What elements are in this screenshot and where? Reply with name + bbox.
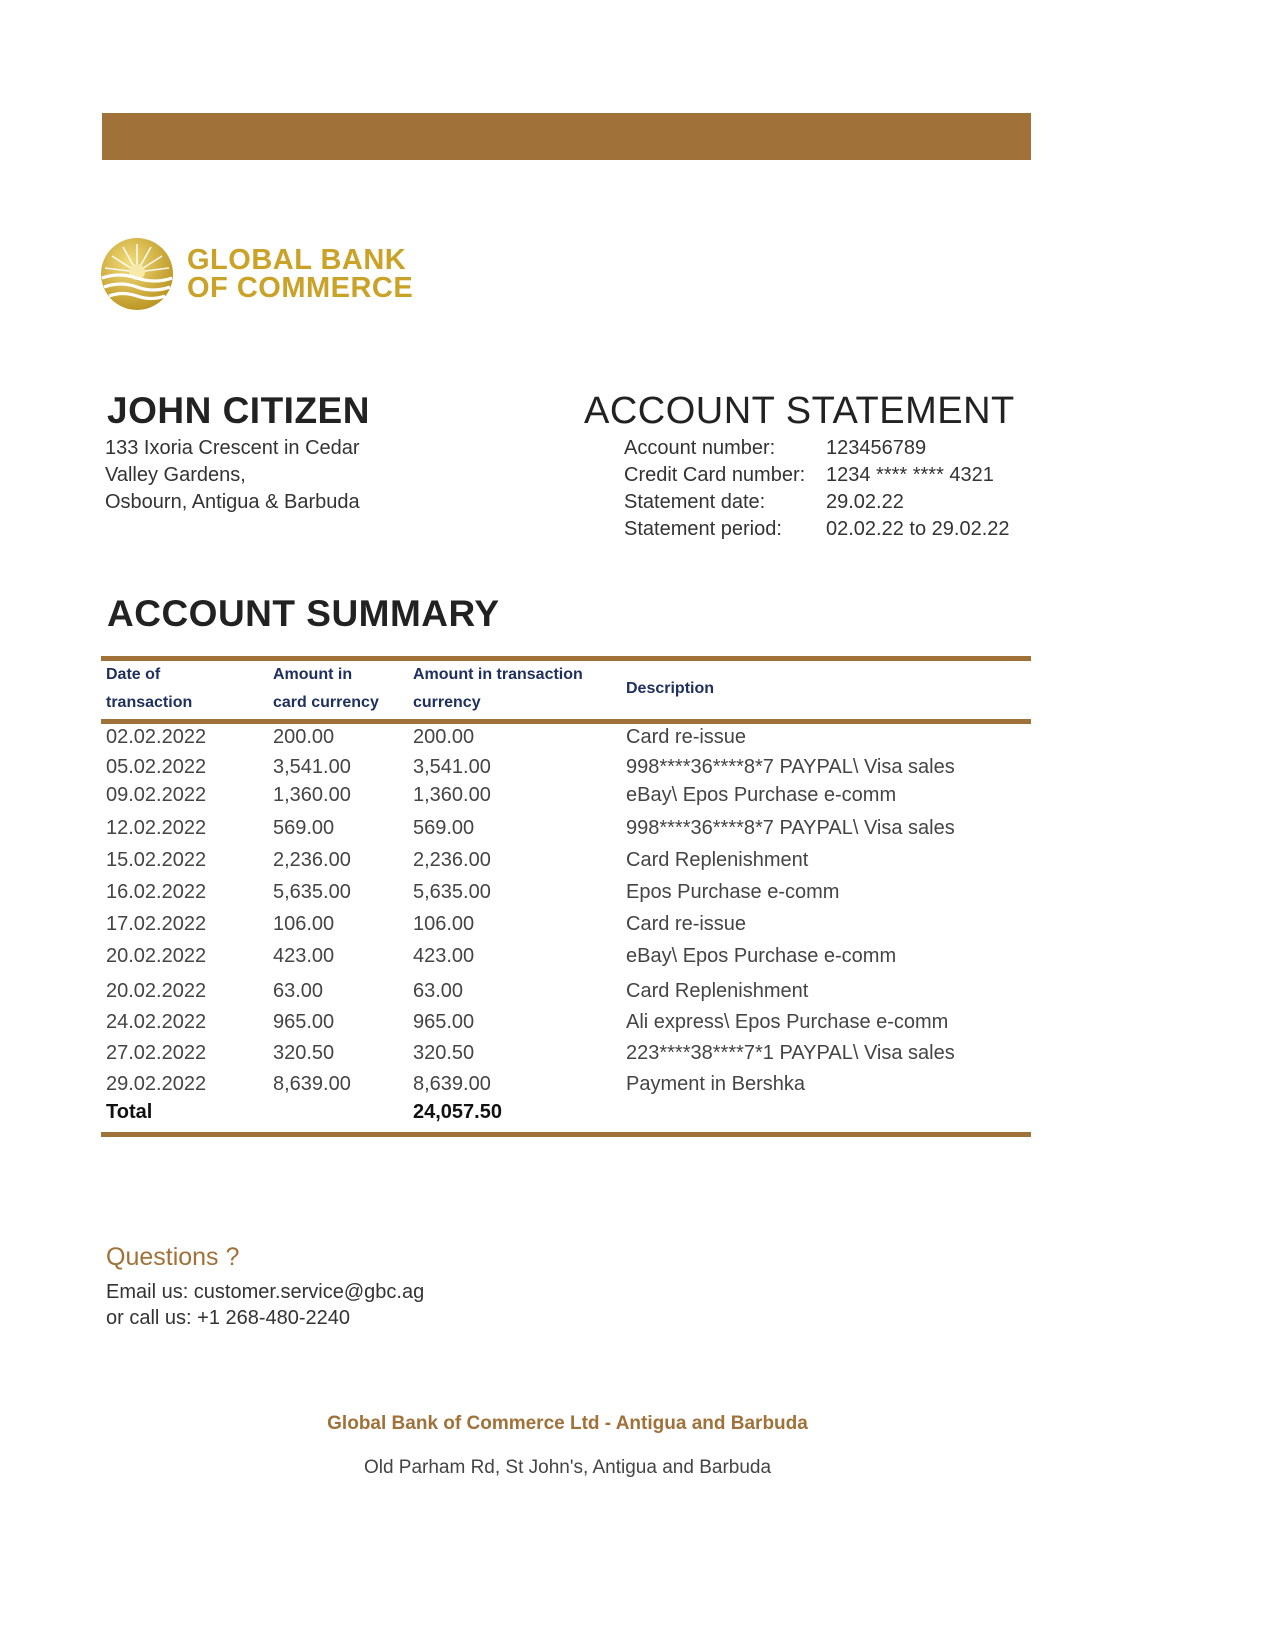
table-row bbox=[101, 784, 1031, 814]
customer-address bbox=[105, 435, 360, 516]
cell-card-amount: 3,541.00 bbox=[273, 756, 351, 778]
cell-trans-amount: 63.00 bbox=[413, 980, 464, 1002]
cell-description: Epos Purchase e-comm bbox=[626, 881, 840, 903]
table-row bbox=[101, 1042, 1031, 1072]
cell-description: Payment in Bershka bbox=[626, 1073, 805, 1095]
address-line: Valley Gardens, bbox=[105, 464, 246, 486]
header-trans-amount bbox=[413, 661, 583, 717]
cell-description: Card Replenishment bbox=[626, 849, 809, 871]
cell-card-amount: 569.00 bbox=[273, 817, 335, 839]
address-line: 133 Ixoria Crescent in Cedar bbox=[105, 437, 360, 459]
cell-card-amount: 63.00 bbox=[273, 980, 324, 1002]
cell-trans-amount: 106.00 bbox=[413, 913, 475, 935]
total-label: Total bbox=[106, 1101, 153, 1123]
cell-description: 223****38****7*1 PAYPAL\ Visa sales bbox=[626, 1042, 955, 1064]
cell-trans-amount: 2,236.00 bbox=[413, 849, 491, 871]
statement-date-row bbox=[624, 489, 1010, 516]
header-text: Amount in transaction bbox=[413, 666, 583, 683]
header-card-amount bbox=[273, 661, 379, 717]
cell-description: eBay\ Epos Purchase e-comm bbox=[626, 945, 897, 967]
header-color-bar bbox=[102, 113, 1031, 160]
cell-description: 998****36****8*7 PAYPAL\ Visa sales bbox=[626, 756, 955, 778]
email-line: Email us: customer.service@gbc.ag bbox=[106, 1281, 425, 1303]
field-value: 29.02.22 bbox=[826, 491, 904, 513]
card-number-row bbox=[624, 462, 1010, 489]
account-number-row bbox=[624, 435, 1010, 462]
cell-date: 16.02.2022 bbox=[106, 881, 207, 903]
cell-trans-amount: 423.00 bbox=[413, 945, 475, 967]
bank-logo bbox=[99, 236, 413, 312]
table-body bbox=[101, 724, 1031, 1132]
cell-date: 24.02.2022 bbox=[106, 1011, 207, 1033]
table-bottom-rule bbox=[101, 1132, 1031, 1137]
table-row bbox=[101, 881, 1031, 911]
cell-trans-amount: 3,541.00 bbox=[413, 756, 491, 778]
table-row bbox=[101, 1011, 1031, 1041]
table-row bbox=[101, 913, 1031, 943]
cell-date: 09.02.2022 bbox=[106, 784, 207, 806]
cell-description: Card re-issue bbox=[626, 726, 747, 748]
customer-name: JOHN CITIZEN bbox=[107, 390, 370, 431]
field-label: Account number: bbox=[624, 437, 776, 459]
bank-name-line1: GLOBAL BANK bbox=[187, 244, 407, 276]
cell-description: Card re-issue bbox=[626, 913, 747, 935]
header-description: Description bbox=[626, 680, 715, 697]
cell-description: eBay\ Epos Purchase e-comm bbox=[626, 784, 897, 806]
cell-description: 998****36****8*7 PAYPAL\ Visa sales bbox=[626, 817, 955, 839]
cell-date: 27.02.2022 bbox=[106, 1042, 207, 1064]
cell-description: Ali express\ Epos Purchase e-comm bbox=[626, 1011, 949, 1033]
cell-date: 20.02.2022 bbox=[106, 945, 207, 967]
header-date bbox=[106, 661, 192, 717]
phone-line: or call us: +1 268-480-2240 bbox=[106, 1307, 351, 1329]
field-label: Credit Card number: bbox=[624, 464, 806, 486]
cell-card-amount: 200.00 bbox=[273, 726, 335, 748]
footer-company: Global Bank of Commerce Ltd - Antigua and Barbuda bbox=[327, 1413, 808, 1434]
cell-date: 20.02.2022 bbox=[106, 980, 207, 1002]
table-row bbox=[101, 756, 1031, 786]
cell-card-amount: 320.50 bbox=[273, 1042, 335, 1064]
header-text: transaction bbox=[106, 694, 193, 711]
cell-trans-amount: 1,360.00 bbox=[413, 784, 491, 806]
field-value: 02.02.22 to 29.02.22 bbox=[826, 518, 1010, 540]
table-row bbox=[101, 945, 1031, 975]
cell-card-amount: 106.00 bbox=[273, 913, 335, 935]
header-text: Amount in bbox=[273, 666, 353, 683]
cell-date: 29.02.2022 bbox=[106, 1073, 207, 1095]
field-label: Statement period: bbox=[624, 518, 782, 540]
statement-details bbox=[624, 435, 1010, 543]
bank-name-line2: OF COMMERCE bbox=[187, 272, 414, 304]
contact-info bbox=[106, 1279, 424, 1331]
table-row bbox=[101, 849, 1031, 879]
transactions-table bbox=[101, 656, 1031, 1137]
cell-date: 12.02.2022 bbox=[106, 817, 207, 839]
table-row bbox=[101, 817, 1031, 847]
table-row bbox=[101, 726, 1031, 756]
cell-date: 05.02.2022 bbox=[106, 756, 207, 778]
table-header bbox=[101, 661, 1031, 719]
header-text: card currency bbox=[273, 694, 379, 711]
cell-card-amount: 965.00 bbox=[273, 1011, 335, 1033]
table-row bbox=[101, 980, 1031, 1010]
header-text: currency bbox=[413, 694, 481, 711]
bank-name bbox=[187, 246, 413, 302]
sun-emblem-icon bbox=[99, 236, 175, 312]
cell-trans-amount: 200.00 bbox=[413, 726, 475, 748]
field-value: 123456789 bbox=[826, 437, 927, 459]
questions-heading: Questions ? bbox=[106, 1243, 240, 1271]
cell-description: Card Replenishment bbox=[626, 980, 809, 1002]
cell-card-amount: 8,639.00 bbox=[273, 1073, 351, 1095]
total-row bbox=[101, 1101, 1031, 1131]
footer-address: Old Parham Rd, St John's, Antigua and Barbuda bbox=[363, 1457, 772, 1478]
cell-card-amount: 423.00 bbox=[273, 945, 335, 967]
cell-card-amount: 5,635.00 bbox=[273, 881, 351, 903]
cell-date: 15.02.2022 bbox=[106, 849, 207, 871]
total-value: 24,057.50 bbox=[413, 1101, 502, 1123]
field-label: Statement date: bbox=[624, 491, 766, 513]
statement-title: ACCOUNT STATEMENT bbox=[584, 390, 1015, 432]
cell-card-amount: 1,360.00 bbox=[273, 784, 351, 806]
cell-date: 17.02.2022 bbox=[106, 913, 207, 935]
cell-date: 02.02.2022 bbox=[106, 726, 207, 748]
table-row bbox=[101, 1073, 1031, 1103]
field-value: 1234 **** **** 4321 bbox=[826, 464, 994, 486]
header-text: Date of bbox=[106, 666, 161, 683]
cell-trans-amount: 569.00 bbox=[413, 817, 475, 839]
summary-title: ACCOUNT SUMMARY bbox=[107, 593, 500, 634]
statement-period-row bbox=[624, 516, 1010, 543]
cell-card-amount: 2,236.00 bbox=[273, 849, 351, 871]
cell-trans-amount: 8,639.00 bbox=[413, 1073, 491, 1095]
cell-trans-amount: 965.00 bbox=[413, 1011, 475, 1033]
cell-trans-amount: 5,635.00 bbox=[413, 881, 491, 903]
address-line: Osbourn, Antigua & Barbuda bbox=[105, 491, 360, 513]
cell-trans-amount: 320.50 bbox=[413, 1042, 475, 1064]
